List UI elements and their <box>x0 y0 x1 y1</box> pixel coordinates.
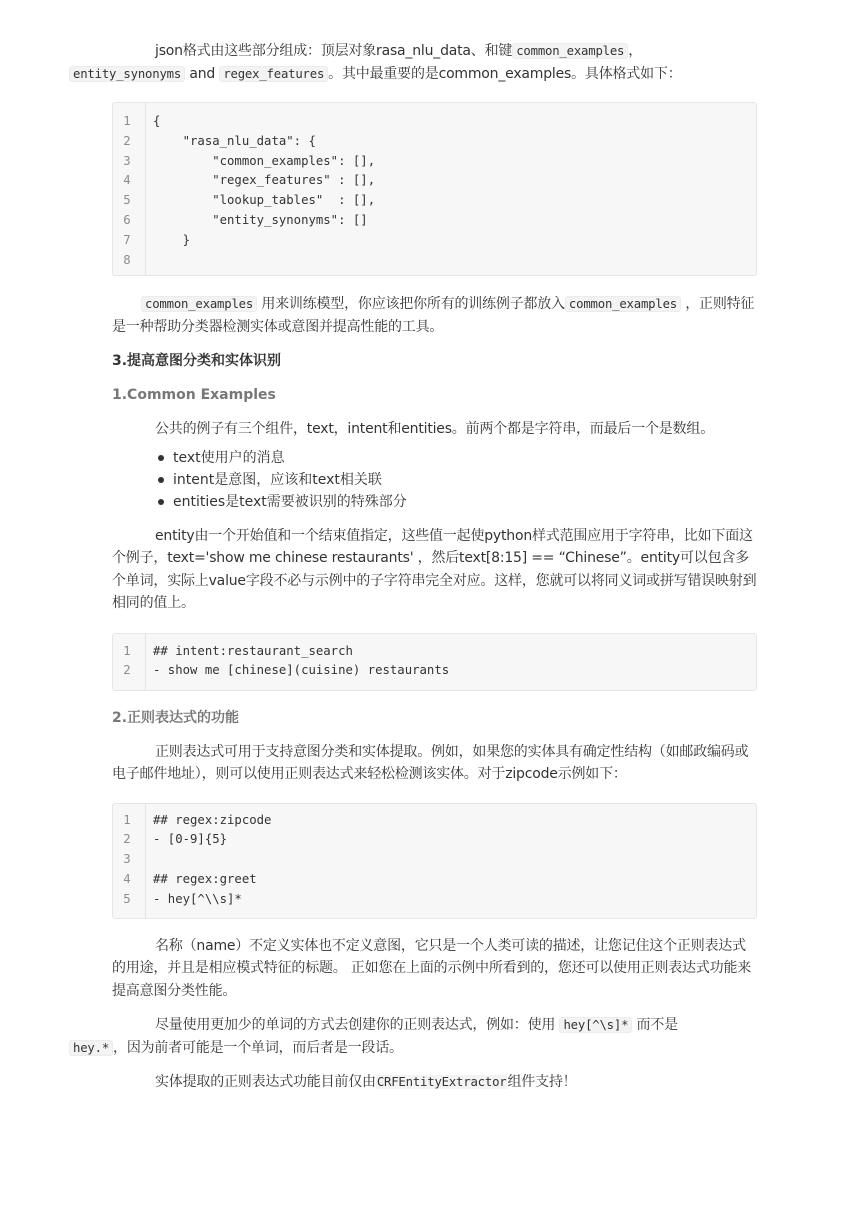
intro-text-2: ， <box>628 43 643 59</box>
subsection-heading-common-examples: 1.Common Examples <box>112 387 276 403</box>
code-line <box>113 890 756 910</box>
code-text: "regex_features" : [], <box>153 173 376 188</box>
line-number-gutter <box>113 103 146 275</box>
paragraph-text: 而不是 <box>632 1017 678 1033</box>
code-text: ## regex:zipcode <box>153 812 272 827</box>
list-item: entities是text需要被识别的特殊部分 <box>173 491 757 513</box>
line-number: 2 <box>123 663 131 678</box>
line-number: 3 <box>123 852 131 867</box>
line-number: 1 <box>123 114 131 128</box>
line-number: 8 <box>123 252 131 267</box>
line-number: 1 <box>123 643 131 658</box>
code-block-json <box>112 102 757 276</box>
line-number: 3 <box>123 153 131 168</box>
intro-text-1: json格式由这些部分组成：顶层对象rasa_nlu_data、和键 <box>155 43 513 59</box>
components-list <box>112 447 757 513</box>
section-heading: 3.提高意图分类和实体识别 <box>112 353 282 369</box>
line-number-gutter <box>113 804 146 918</box>
code-text: } <box>153 232 191 247</box>
line-number: 5 <box>123 193 131 208</box>
code-line <box>113 850 756 870</box>
inline-code-hey-wildcard: hey.* <box>69 1040 113 1056</box>
code-line <box>113 642 756 662</box>
subsection-heading-regex: 2.正则表达式的功能 <box>112 709 240 726</box>
line-number: 6 <box>123 212 131 227</box>
code-text: { <box>153 114 161 128</box>
line-number-gutter <box>113 634 146 690</box>
line-number: 5 <box>123 891 131 906</box>
components-paragraph: 公共的例子有三个组件，text，intent和entities。前两个都是字符串，而最后一个是数组。 <box>155 421 715 437</box>
line-number: 7 <box>123 232 131 247</box>
inline-code-hey-pattern: hey[^\s]* <box>559 1017 632 1033</box>
code-text <box>145 850 153 870</box>
paragraph-text: 实体提取的正则表达式功能目前仅由 <box>155 1074 376 1090</box>
code-text: "common_examples": [], <box>153 153 376 168</box>
code-line <box>113 132 756 152</box>
list-item: text使用户的消息 <box>173 447 757 469</box>
inline-code-common-examples: common_examples <box>141 296 257 312</box>
article <box>73 38 757 1094</box>
code-text: ## intent:restaurant_search <box>153 643 353 658</box>
paragraph-text: ，正则特征是一种帮助分类器检测实体或意图并提高性能的工具。 <box>112 296 755 335</box>
common-examples-paragraph <box>112 293 757 338</box>
regex-paragraph: 正则表达式可用于支持意图分类和实体提取。例如，如果您的实体具有确定性结构（如邮政编码或电子邮件地址），则可以使用正则表达式来轻松检测该实体。对于zipcode示例如下： <box>112 743 749 782</box>
crf-paragraph <box>112 1071 757 1094</box>
tip-paragraph <box>73 1014 757 1059</box>
code-text: ## regex:greet <box>153 871 257 886</box>
inline-code-regex-features: regex_features <box>219 66 328 82</box>
line-number: 2 <box>123 133 131 148</box>
code-line <box>113 811 756 831</box>
code-text: "lookup_tables" : [], <box>153 193 376 208</box>
code-block-intent <box>112 633 757 691</box>
name-paragraph: 名称（name）不定义实体也不定义意图，它只是一个人类可读的描述，让您记住这个正则表达式的用途，并且是相应模式特征的标题。 正如您在上面的示例中所看到的，您还可以使用正则表达式功能来提高意图分类性能。 <box>112 937 752 999</box>
code-line <box>113 870 756 890</box>
code-text: "rasa_nlu_data": { <box>153 133 316 148</box>
line-number: 2 <box>123 832 131 847</box>
code-text: - [0-9]{5} <box>153 832 228 847</box>
line-number: 1 <box>123 812 131 827</box>
inline-code-entity-synonyms: entity_synonyms <box>69 66 185 82</box>
paragraph-text: 组件支持！ <box>507 1074 577 1090</box>
inline-code-common-examples: common_examples <box>512 43 628 59</box>
code-text: - hey[^\\s]* <box>153 891 242 906</box>
code-block-regex <box>112 803 757 919</box>
code-line <box>113 661 756 681</box>
code-line <box>113 830 756 850</box>
intro-paragraph <box>73 40 757 85</box>
code-line <box>113 251 756 271</box>
paragraph-text: 用来训练模型，你应该把你所有的训练例子都放入 <box>257 296 565 312</box>
inline-code-crf-extractor: CRFEntityExtractor <box>376 1075 507 1089</box>
intro-text-3: and <box>185 65 220 82</box>
paragraph-text: ，因为前者可能是一个单词，而后者是一段话。 <box>113 1039 403 1056</box>
line-number: 4 <box>123 871 131 886</box>
code-line <box>113 171 756 191</box>
code-text: - show me [chinese](cuisine) restaurants <box>153 663 450 678</box>
code-text <box>145 251 153 271</box>
line-number: 4 <box>123 173 131 188</box>
code-line <box>113 211 756 231</box>
inline-code-common-examples: common_examples <box>565 296 681 312</box>
list-item: intent是意图，应该和text相关联 <box>173 469 757 491</box>
code-line <box>113 112 756 132</box>
entity-paragraph: entity由一个开始值和一个结束值指定，这些值一起使python样式范围应用于字符串，比如下面这个例子，text='show me chinese restaurants' ，然后text[8:15] == “Chinese”。entity可以包含多个单词，实际上value字段不必与示例中的子字符串完全对应。这样，您就可以将同义词或拼写错误映射到相同的值上。 <box>112 527 757 611</box>
code-line <box>113 231 756 251</box>
code-line <box>113 191 756 211</box>
code-line <box>113 152 756 172</box>
paragraph-text: 尽量使用更加少的单词的方式去创建你的正则表达式，例如：使用 <box>155 1017 560 1033</box>
intro-text-4: 。其中最重要的是common_examples。具体格式如下： <box>328 65 682 82</box>
code-text: "entity_synonyms": [] <box>153 212 368 227</box>
